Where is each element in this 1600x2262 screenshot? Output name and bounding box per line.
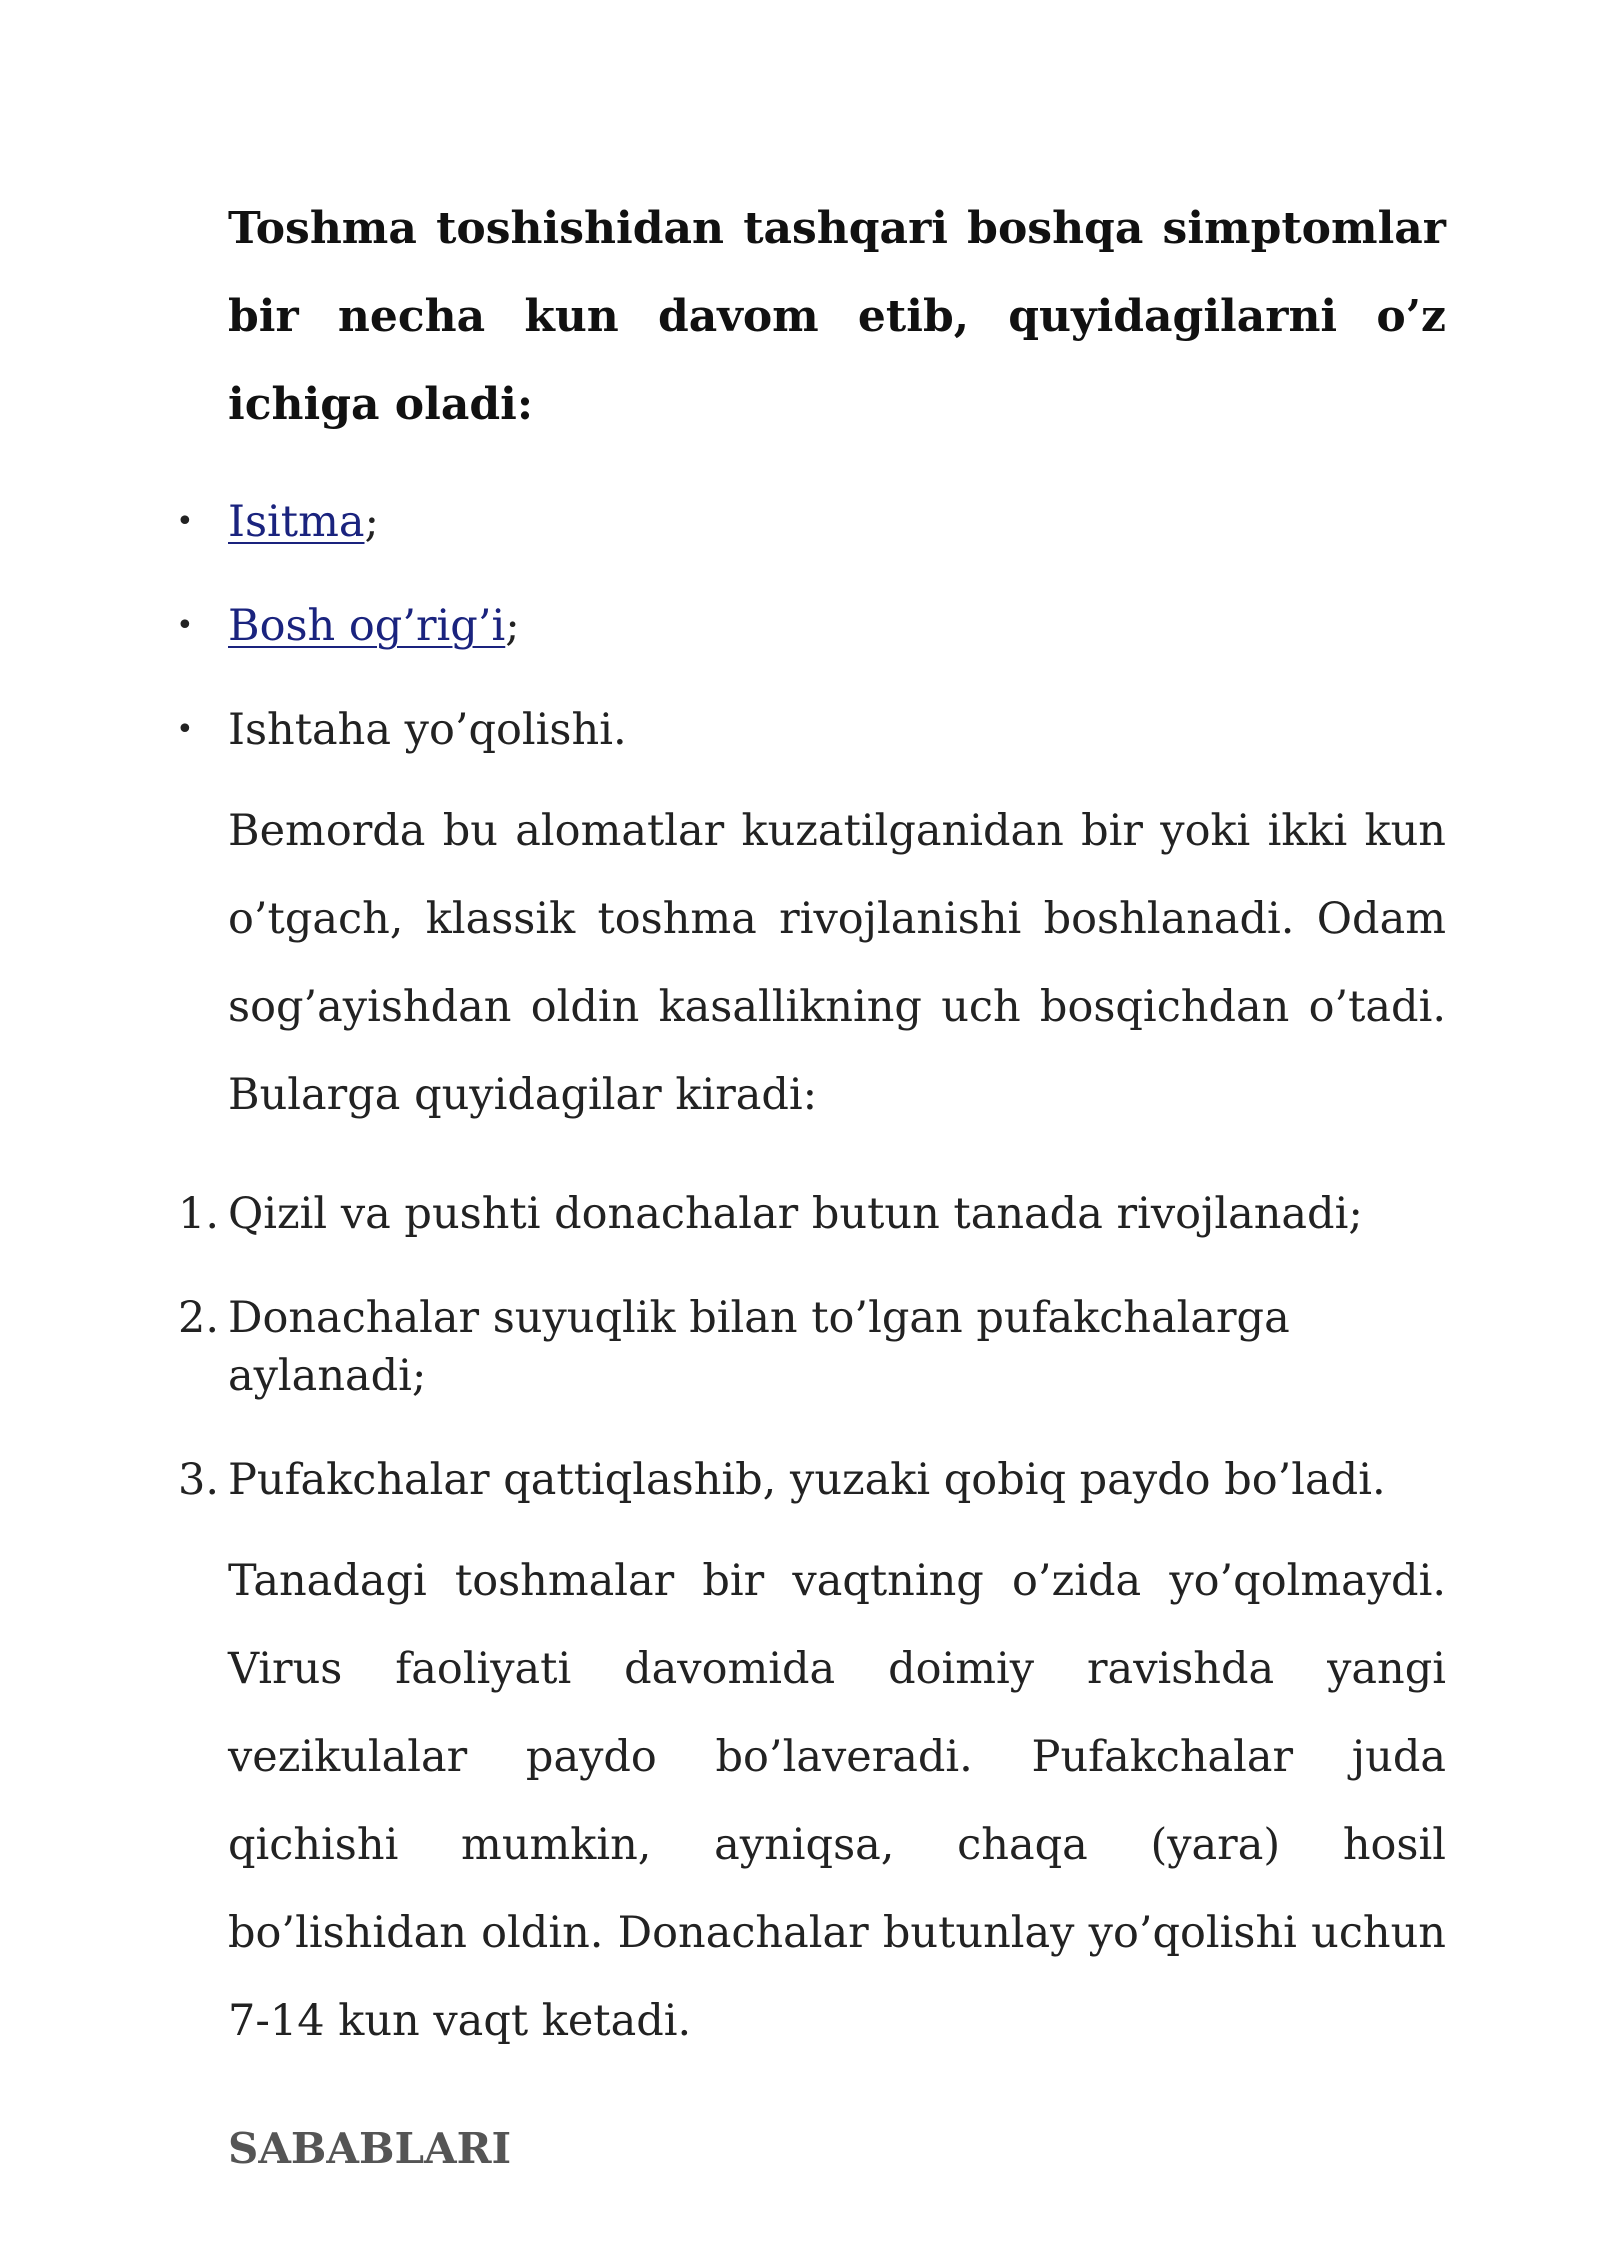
list-item-suffix: ; (364, 497, 379, 547)
list-item-text: Ishtaha yo’qolishi. (228, 705, 627, 755)
list-item (176, 701, 1446, 759)
body-paragraph: Tanadagi toshmalar bir vaqtning o’zida yo’qolmaydi. Virus faoliyati davomida doimiy ravishda yangi vezikulalar paydo bo’laveradi. Pufakchalar juda qichishi mumkin, ayniqsa, chaqa (yara) hosil bo’lishidan oldin. Donachalar butunlay yo’qolishi uchun 7-14 kun vaqt ketadi. (228, 1556, 1446, 2046)
lead-paragraph: Toshma toshishidan tashqari boshqa simptomlar bir necha kun davom etib, quyidagilarni o’z ichiga oladi: (228, 203, 1446, 430)
list-item (178, 1185, 1446, 1243)
link-bosh-ogrigi[interactable]: Bosh og’rig’i (228, 601, 506, 651)
document-content (176, 185, 1446, 2193)
body-paragraph: Bemorda bu alomatlar kuzatilganidan bir yoki ikki kun o’tgach, klassik toshma rivojlanishi boshlanadi. Odam sog’ayishdan oldin kasallikning uch bosqichdan o’tadi. Bularga quyidagilar kiradi: (228, 806, 1446, 1120)
bullet-icon: • (176, 712, 194, 747)
list-item (178, 1289, 1446, 1405)
list-number: 1. (178, 1189, 220, 1239)
list-number: 2. (178, 1293, 220, 1343)
bullet-icon: • (176, 504, 194, 539)
list-number: 3. (178, 1455, 220, 1505)
link-isitma[interactable]: Isitma (228, 497, 365, 547)
list-item (178, 1451, 1446, 1509)
list-item-text: Qizil va pushti donachalar butun tanada rivojlanadi; (228, 1189, 1363, 1239)
bullet-icon: • (176, 608, 194, 643)
list-item-suffix: ; (505, 601, 520, 651)
list-item (176, 493, 1446, 551)
stages-list (178, 1185, 1446, 1509)
section-heading: SABABLARI (228, 2124, 512, 2173)
list-item (176, 597, 1446, 655)
list-item-text: Donachalar suyuqlik bilan to’lgan pufakchalarga aylanadi; (228, 1293, 1290, 1401)
symptom-list (176, 493, 1446, 759)
list-item-text: Pufakchalar qattiqlashib, yuzaki qobiq paydo bo’ladi. (228, 1455, 1386, 1505)
